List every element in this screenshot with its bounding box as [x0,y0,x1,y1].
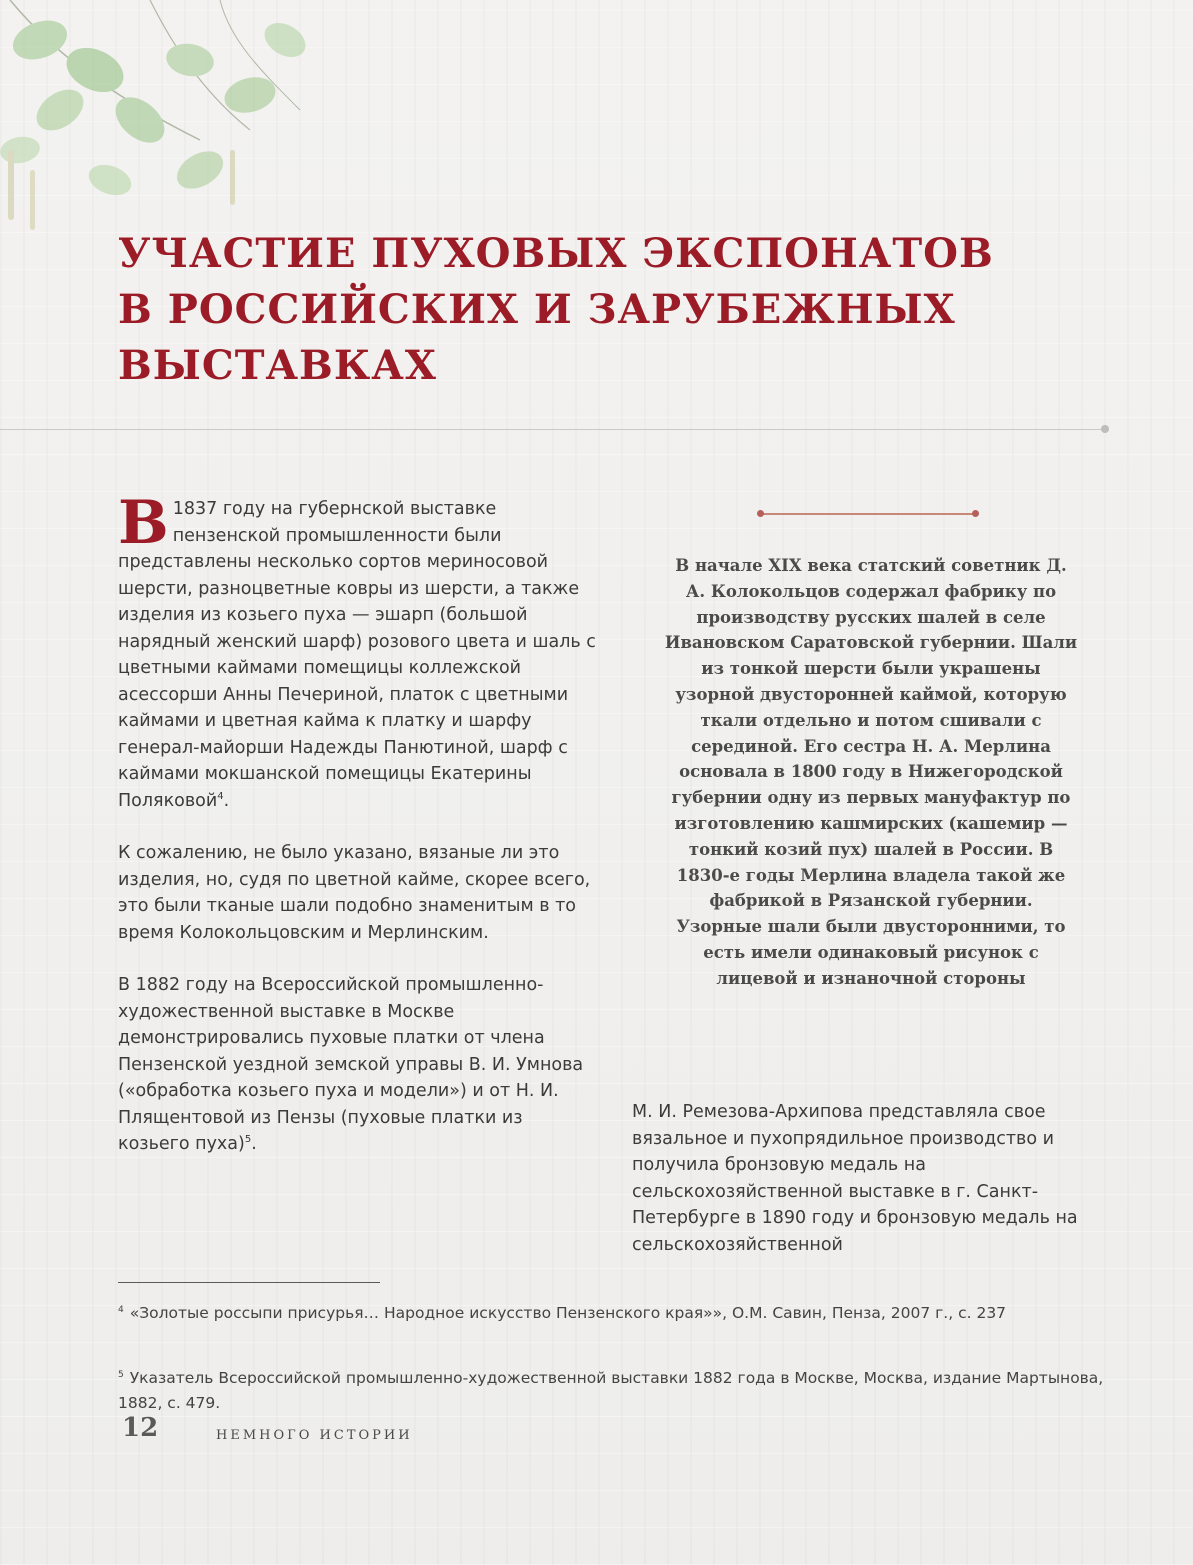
title-divider [0,429,1103,430]
footnote-ref[interactable]: 4 [217,790,224,802]
page-title [118,226,1118,394]
footnote: $^4$ «Золотые россыпи присурья… Народное искусство Пензенского края»», О.М. Савин, Пенза, 2007 г., с. 237 [118,1304,1007,1322]
footnote-divider [118,1282,380,1283]
quote-divider [760,513,976,515]
footnote-number: 4 [118,1305,124,1315]
paragraph: М. И. Ремезова-Архипова представляла свое вязальное и пухопрядильное производство и получила бронзовую медаль на сельскохозяйственной выставке в г. Санкт-Петербурге в 1890 году и бронзовую медаль на сельскохозяйственной [632,1102,1078,1255]
paragraph: В 1882 году на Всероссийской промышленно-художественной выставке в Москве демонстрировались пуховые платки от члена Пензенской уездной земской управы В. И. Умнова («обработка козьего пуха и модели») и от Н. И. Плящентовой из Пензы (пуховые платки из козьего пуха)$^5$. [118,975,584,1154]
footnote: $^5$ Указатель Всероссийской промышленно-художественной выставки 1882 года в Москве, Москва, издание Мартынова, 1882, с. 479. [118,1369,1104,1412]
title-line: ВЫСТАВКАХ [118,342,437,389]
footnote-number: 5 [118,1370,124,1380]
left-column [118,488,596,1158]
quote-divider-dot [972,510,979,517]
paragraph: К сожалению, не было указано, вязаные ли это изделия, но, судя по цветной кайме, скорее всего, это были тканые шали подобно знаменитым в то время Колокольцовским и Мерлинским. [118,843,591,943]
title-line: УЧАСТИЕ ПУХОВЫХ ЭКСПОНАТОВ [118,230,994,277]
title-line: В РОССИЙСКИХ И ЗАРУБЕЖНЫХ [118,286,956,333]
page-number: 12 [122,1413,159,1443]
title-divider-dot [1101,425,1109,433]
paragraph: В 1837 году на губернской выставке пензенской промышленности были представлены несколько сортов мериносовой шерсти, разноцветные ковры из шерсти, а также изделия из козьего пуха — эшарп (большой нарядный женский шарф) розового цвета и шаль с цветными каймами помещицы коллежской асессорши Анны Печериной, платок с цветными каймами и цветная кайма к платку и шарфу генерал-майорши Надежды Панютиной, шарф с каймами мокшанской помещицы Екатерины Поляковой$^4$. [118,488,596,811]
right-column [632,1099,1110,1258]
section-title: НЕМНОГО ИСТОРИИ [216,1428,413,1443]
birch-branch-illustration [0,0,330,260]
drop-cap: В [118,488,169,558]
pull-quote: В начале XIX века статский советник Д. А. Колокольцов содержал фабрику по производству русских шалей в селе Ивановском Саратовской губернии. Шали из тонкой шерсти были украшены узорной двусторонней каймой, которую ткали отдельно и потом сшивали с серединой. Его сестра Н. А. Мерлина основала в 1800 году в Нижегородской губернии одну из первых мануфактур по изготовлению кашмирских (кашемир — тонкий козий пух) шалей в России. В 1830-е годы Мерлина владела такой же фабрикой в Рязанской губернии. Узорные шали были двусторонними, то есть имели одинаковый рисунок с лицевой и изнаночной стороны [664,556,1078,988]
quote-divider-dot [757,510,764,517]
footnote-ref[interactable]: 5 [244,1134,252,1145]
